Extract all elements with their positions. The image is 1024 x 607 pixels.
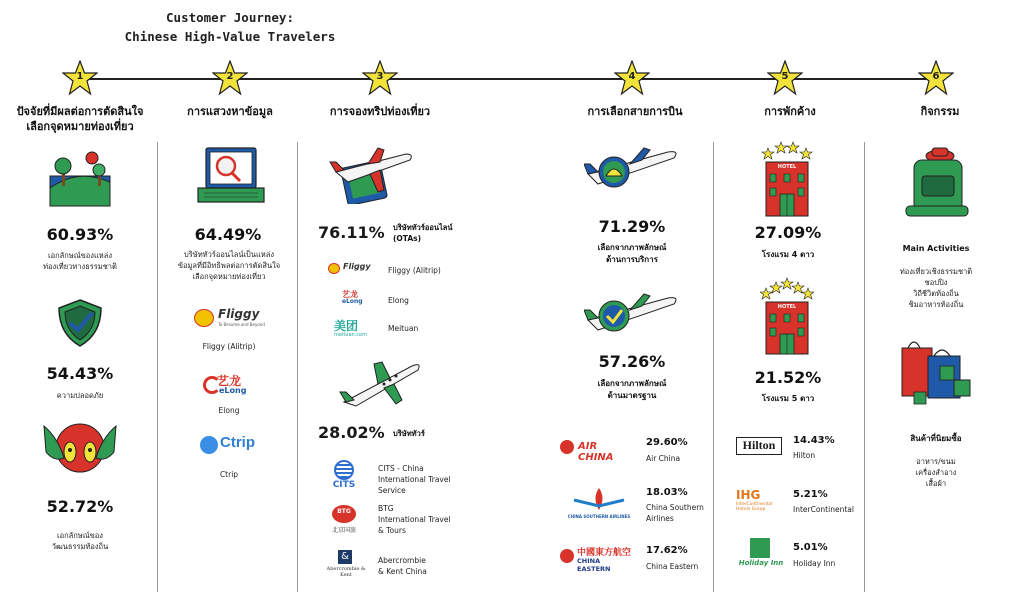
- shopping-item: เครื่องสำอาง: [915, 468, 957, 477]
- step-3-heading: การจองทริปท่องเที่ยว: [329, 105, 431, 118]
- stat-percent: 27.09%: [754, 223, 822, 242]
- step-6-number: 6: [932, 71, 940, 82]
- meituan-logo-subtext: meituan.com: [334, 332, 367, 338]
- shopping-bags-icon: [900, 336, 972, 406]
- page-title: [100, 8, 360, 46]
- stat-caption-line: เอกลักษณ์ของ: [57, 531, 103, 540]
- elong-logo-subtext: eLong: [342, 298, 363, 305]
- ctrip-logo-text: Ctrip: [220, 434, 255, 451]
- china-eastern-logo-en: CHINA EASTERN: [577, 557, 611, 573]
- opera-mask-icon: [40, 418, 120, 478]
- step-1-heading-line-1: ปัจจัยที่มีผลต่อการตัดสินใจ: [16, 105, 144, 118]
- activity-item: ท่องเที่ยวเชิงธรรมชาติ: [899, 267, 973, 276]
- ihg-logo-text: IHG: [736, 488, 761, 502]
- airline-name-line: China Southern: [646, 503, 704, 512]
- column-divider: [864, 142, 865, 592]
- stat-caption: [20, 530, 140, 552]
- stat-caption-line: เอกลักษณ์ของแหล่ง: [48, 251, 112, 260]
- airline-percent: 17.62%: [646, 545, 688, 556]
- plane-phone-icon: [328, 146, 414, 204]
- step-2-number: 2: [226, 71, 234, 82]
- meituan-logo: [332, 317, 372, 339]
- btg-logo: [326, 505, 362, 537]
- laptop-search-icon: [196, 144, 266, 208]
- china-southern-logo: [566, 486, 632, 522]
- tour-name: [378, 555, 458, 577]
- stat-caption-line: วัฒนธรรมท้องถิ่น: [51, 542, 109, 551]
- airline-name: China Eastern: [646, 562, 699, 571]
- title-line-2: Chinese High-Value Travelers: [124, 29, 336, 44]
- stat-caption-line: บริษัททัวร์ออนไลน์เป็นแหล่ง: [184, 250, 274, 259]
- china-eastern-logo: [560, 545, 632, 573]
- airline-name: [646, 502, 716, 524]
- stat-percent: 52.72%: [46, 497, 114, 516]
- step-5-heading: การพักค้าง: [764, 105, 816, 118]
- step-3-number: 3: [376, 71, 384, 82]
- column-divider: [157, 142, 158, 592]
- timeline-line: [80, 78, 940, 80]
- step-5-number: 5: [781, 71, 789, 82]
- stat-percent: 21.52%: [754, 368, 822, 387]
- stat-percent: 60.93%: [46, 225, 114, 244]
- shopping-item: เสื้อผ้า: [925, 479, 947, 488]
- cits-logo: [328, 460, 360, 494]
- ihg-logo: [736, 488, 788, 518]
- step-6-heading: กิจกรรม: [920, 105, 960, 118]
- elong-logo-text: 艺龙: [342, 290, 358, 299]
- backpack-icon: [904, 146, 970, 220]
- stat-label-line: บริษัททัวร์ออนไลน์: [393, 223, 453, 232]
- activity-item: วิถีชีวิตท้องถิ่น: [913, 289, 959, 298]
- elong-logo: [203, 372, 259, 398]
- ak-logo-subtext: Abercrombie & Kent: [326, 566, 366, 578]
- meituan-logo-text: 美团: [334, 319, 359, 333]
- stat-label: บริษัททัวร์: [393, 429, 425, 438]
- cits-logo-text: CITS: [332, 480, 356, 490]
- shopping-list: [884, 456, 988, 489]
- stat-caption: โรงแรม 5 ดาว: [761, 394, 815, 403]
- air-china-logo: [560, 438, 630, 463]
- tour-name-line: CITS - China: [378, 464, 424, 473]
- btg-logo-subtext: 北京国旅: [331, 527, 356, 534]
- tour-name-line: & Kent China: [378, 567, 427, 576]
- fliggy-logo: [328, 262, 374, 276]
- btg-logo-text: BTG: [337, 508, 351, 515]
- nature-icon: [48, 148, 112, 208]
- ihg-logo-subtext: Hotels Group: [736, 507, 766, 512]
- step-3-star-icon: [362, 60, 398, 96]
- step-1-number: 1: [76, 71, 84, 82]
- airplane-icon: [338, 356, 422, 410]
- shopping-label: สินค้าที่นิยมซื้อ: [910, 434, 962, 443]
- step-2-heading: การแสวงหาข้อมูล: [187, 105, 273, 118]
- airline-name-line: Airlines: [646, 514, 674, 523]
- hotel-name: Hilton: [793, 451, 816, 460]
- stat-caption: [164, 249, 294, 282]
- stat-label-line: (OTAs): [393, 234, 422, 243]
- hotel-sign-text: HOTEL: [777, 304, 797, 310]
- hotel-4-star-icon: [760, 138, 814, 218]
- tour-name-line: & Tours: [378, 526, 406, 535]
- china-eastern-logo-cn: 中國東方航空: [577, 548, 632, 558]
- holiday-inn-logo: [738, 538, 784, 572]
- airline-percent: 18.03%: [646, 487, 688, 498]
- step-2-star-icon: [212, 60, 248, 96]
- step-5-star-icon: [767, 60, 803, 96]
- ihg-logo-subtext: InterContinental: [736, 502, 773, 507]
- tour-name: [378, 463, 458, 496]
- tour-name-line: Service: [378, 486, 406, 495]
- china-southern-logo-text: CHINA SOUTHERN AIRLINES: [567, 514, 631, 519]
- hotel-5-star-icon: [760, 276, 814, 356]
- hilton-logo: Hilton: [736, 437, 782, 455]
- stat-caption: โรงแรม 4 ดาว: [761, 250, 815, 259]
- air-china-logo-text: AIR CHINA: [578, 441, 614, 463]
- stat-caption: [20, 250, 140, 272]
- tour-name: [378, 503, 458, 536]
- ctrip-logo: [200, 434, 262, 458]
- elong-logo-text: 艺龙: [217, 374, 242, 388]
- hotel-name: Holiday Inn: [793, 559, 836, 568]
- stat-caption: [572, 242, 692, 266]
- step-1-heading-line-2: เลือกจุดหมายท่องเที่ยว: [26, 120, 134, 133]
- airplane-service-icon: [584, 146, 680, 190]
- step-4-star-icon: [614, 60, 650, 96]
- column-divider: [297, 142, 298, 592]
- airline-percent: 29.60%: [646, 437, 688, 448]
- stat-percent: 71.29%: [598, 217, 666, 236]
- stat-percent: 54.43%: [46, 364, 114, 383]
- brand-name: Elong: [218, 406, 240, 415]
- stat-caption-line: เลือกจากภาพลักษณ์: [597, 243, 667, 252]
- ota-name: Elong: [388, 296, 409, 305]
- activity-item: ชิมอาหารท้องถิ่น: [908, 300, 964, 309]
- hotel-name: InterContinental: [793, 505, 854, 514]
- stat-caption-line: เลือกจากภาพลักษณ์: [597, 379, 667, 388]
- fliggy-logo-subtext: To Become and Beyond: [218, 322, 265, 327]
- step-6-star-icon: [918, 60, 954, 96]
- fliggy-logo-text: Fliggy: [343, 262, 371, 271]
- shopping-item: อาหาร/ขนม: [916, 457, 956, 466]
- stat-percent: 76.11%: [318, 223, 385, 242]
- hotel-sign-text: HOTEL: [777, 164, 797, 170]
- airline-name: Air China: [646, 454, 681, 463]
- activities-list: [884, 266, 988, 310]
- main-activities-label: Main Activities: [902, 244, 970, 253]
- fliggy-logo-text: Fliggy: [218, 307, 260, 321]
- step-1-heading: [0, 104, 160, 134]
- brand-name: Fliggy (Alitrip): [202, 342, 256, 351]
- hotel-percent: 5.21%: [793, 489, 828, 500]
- holiday-inn-logo-text: Holiday Inn: [738, 559, 784, 567]
- stat-caption-line: ด้านมาตรฐาน: [607, 391, 657, 400]
- stat-caption: ความปลอดภัย: [56, 391, 104, 400]
- column-divider: [713, 142, 714, 592]
- step-4-heading: การเลือกสายการบิน: [587, 105, 683, 118]
- stat-percent: 28.02%: [318, 423, 385, 442]
- stat-label: [393, 222, 473, 244]
- airplane-standard-icon: [584, 292, 680, 336]
- step-4-number: 4: [628, 71, 636, 82]
- abercrombie-kent-logo: [320, 550, 372, 580]
- elong-logo: [336, 290, 370, 308]
- ota-name: Meituan: [388, 324, 419, 333]
- activity-item: ชอปปิง: [924, 278, 948, 287]
- ota-name: Fliggy (Alitrip): [388, 266, 441, 275]
- step-1-star-icon: [62, 60, 98, 96]
- hotel-percent: 5.01%: [793, 542, 828, 553]
- stat-caption-line: ข้อมูลที่มีอิทธิพลต่อการตัดสินใจ: [177, 261, 281, 270]
- stat-caption-line: เลือกจุดหมายท่องเที่ยว: [192, 272, 266, 281]
- ak-logo-mark: &: [338, 550, 352, 564]
- fliggy-logo: [194, 307, 268, 331]
- stat-caption-line: ท่องเที่ยวทางธรรมชาติ: [43, 262, 117, 271]
- tour-name-line: Abercrombie: [378, 556, 426, 565]
- brand-name: Ctrip: [219, 470, 239, 479]
- tour-name-line: BTG: [378, 504, 394, 513]
- tour-name-line: International Travel: [378, 515, 451, 524]
- tour-name-line: International Travel: [378, 475, 451, 484]
- elong-logo-subtext: eLong: [219, 386, 247, 395]
- stat-caption-line: ด้านการบริการ: [606, 255, 658, 264]
- stat-percent: 57.26%: [598, 352, 666, 371]
- shield-icon: [55, 298, 105, 348]
- stat-caption: [572, 378, 692, 402]
- hotel-percent: 14.43%: [793, 435, 835, 446]
- stat-percent: 64.49%: [194, 225, 262, 244]
- title-line-1: Customer Journey:: [166, 10, 294, 25]
